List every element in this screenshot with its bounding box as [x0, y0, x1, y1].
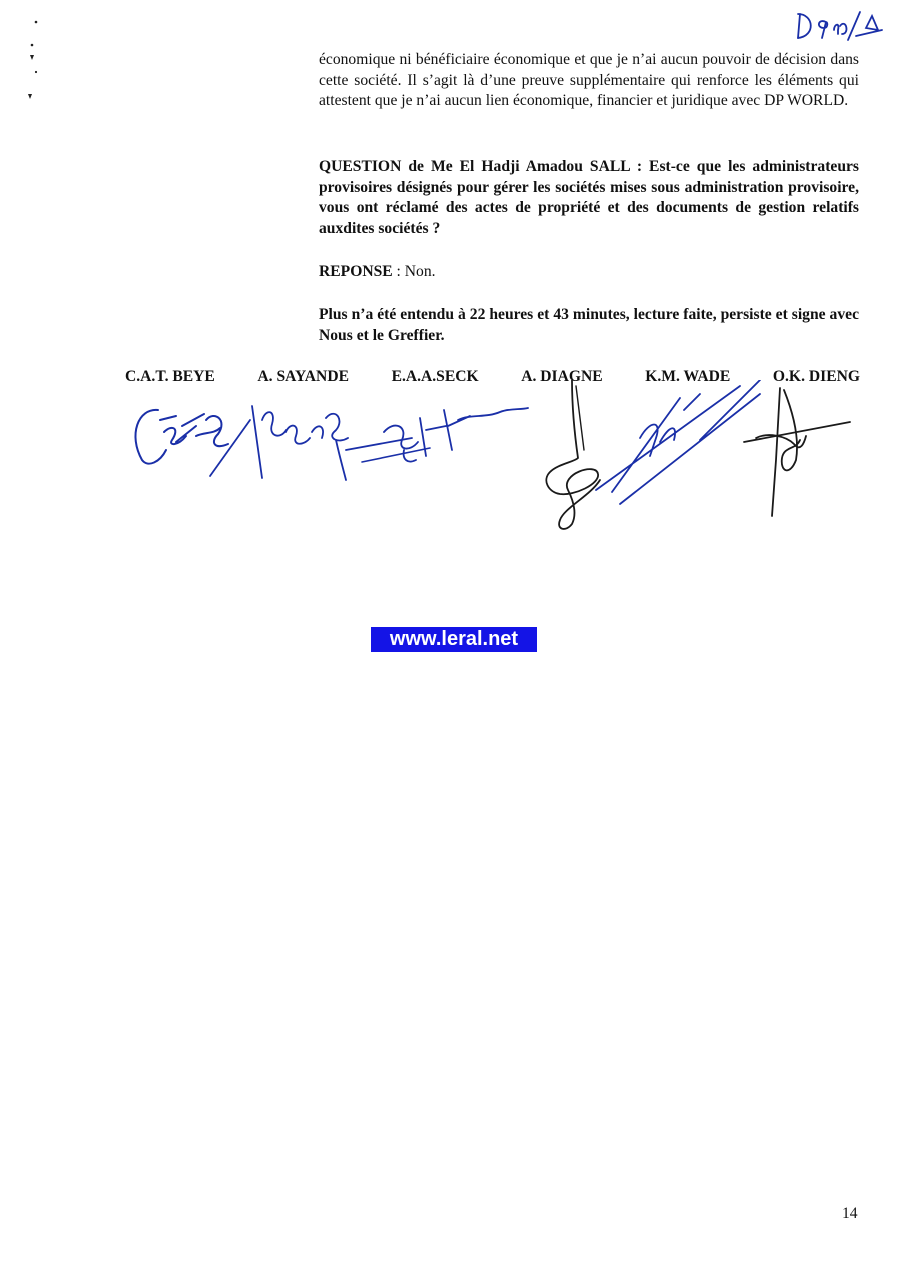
signatory-name: C.A.T. BEYE: [125, 368, 215, 385]
handwritten-signatures: [0, 380, 908, 540]
signatory-name: E.A.A.SECK: [391, 368, 479, 385]
signature-3: [346, 408, 528, 462]
signature-6: [744, 388, 850, 516]
question-paragraph: [319, 157, 859, 239]
signature-5: [596, 380, 760, 504]
signatory-name: K.M. WADE: [645, 368, 731, 385]
signatory-name: O.K. DIENG: [772, 368, 860, 385]
margin-marks: [18, 10, 48, 110]
signatory-name: A. DIAGNE: [521, 368, 603, 385]
signature-1: [135, 410, 228, 464]
paragraph-1-text: économique ni bénéficiaire économique et que je n’ai aucun pouvoir de décision dans cette société. Il s’agit là d’une preuve supplémentaire qui renforce les éléments qui attestent que je n’ai aucun lien économique, financier et juridique avec DP WORLD.: [319, 51, 859, 109]
reference-mark-handwritten: [780, 4, 890, 48]
page-number: 14: [842, 1205, 858, 1222]
signature-2: [252, 406, 348, 480]
response-paragraph: [319, 262, 859, 283]
response-label: REPONSE: [319, 263, 393, 280]
signatory-name: A. SAYANDE: [257, 368, 349, 385]
signature-4: [546, 380, 600, 529]
question-text: QUESTION de Me El Hadji Amadou SALL : Est-ce que les administrateurs provisoires désignés pour gérer les sociétés mises sous administration provisoire, vous ont réclamé des actes de propriété et des documents de gestion relatifs auxdites sociétés ?: [319, 158, 859, 237]
watermark-banner: www.leral.net: [371, 627, 537, 652]
closing-paragraph: [319, 305, 859, 346]
closing-text: Plus n’a été entendu à 22 heures et 43 minutes, lecture faite, persiste et signe avec Nous et le Greffier.: [319, 306, 859, 344]
paragraph-continuation: [319, 50, 859, 112]
response-text: : Non.: [392, 263, 436, 280]
